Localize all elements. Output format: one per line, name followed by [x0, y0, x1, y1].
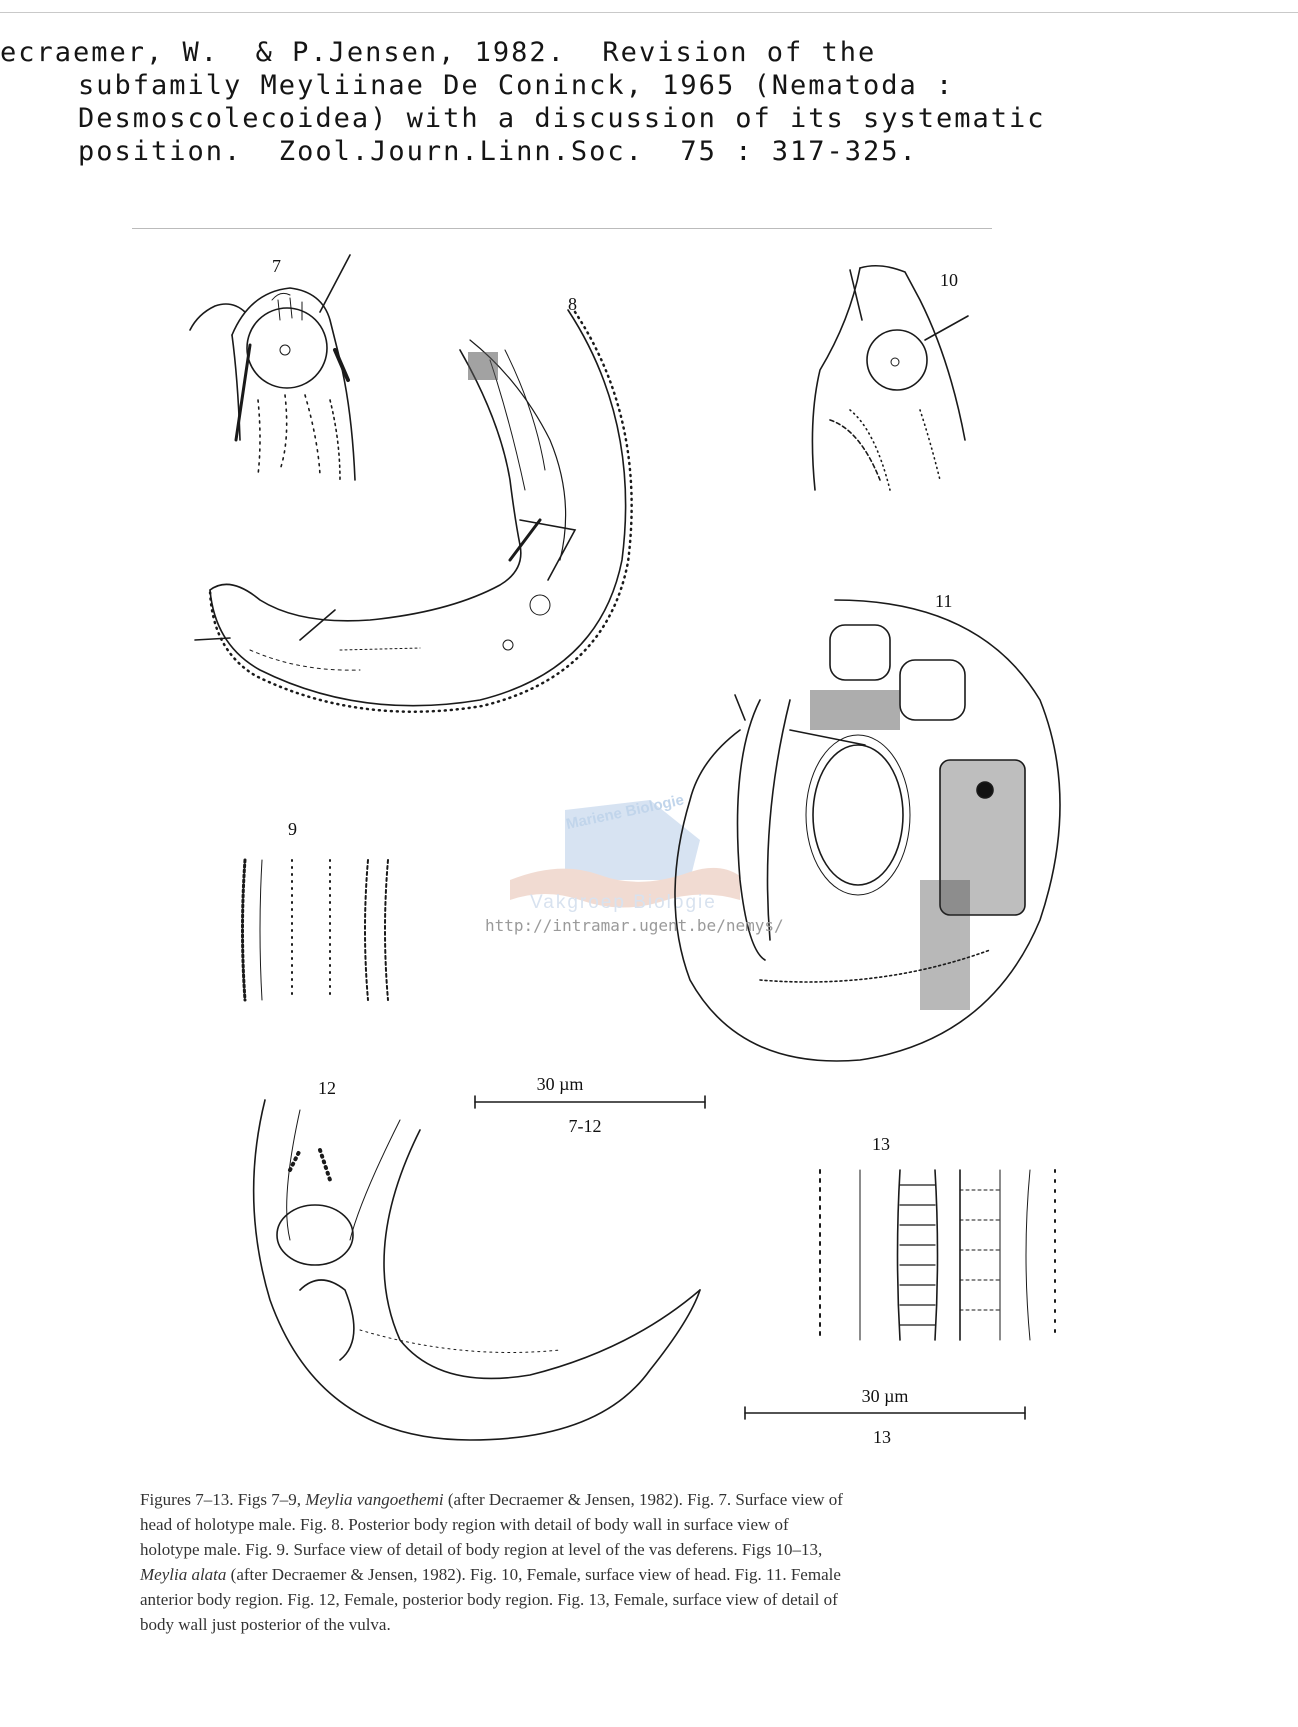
- figure-label-12: 12: [318, 1078, 336, 1098]
- figure-label-8: 8: [568, 294, 577, 314]
- reference-line-2: subfamily Meyliinae De Coninck, 1965 (Nematoda :: [78, 70, 955, 101]
- watermark-logo: [510, 791, 740, 913]
- figure-7-head: [190, 255, 355, 480]
- figure-label-11: 11: [935, 591, 953, 611]
- caption-line-1a: Figures 7–13. Figs 7–9,: [140, 1490, 306, 1509]
- watermark-url: http://intramar.ugent.be/nemys/: [485, 916, 784, 935]
- caption-line-5: anterior body region. Fig. 12, Female, posterior body region. Fig. 13, Female, surface view of detail of: [140, 1590, 838, 1609]
- reference-line-4: position. Zool.Journ.Linn.Soc. 75 : 317-325.: [78, 136, 918, 167]
- scale-bar-2-range: 13: [873, 1427, 891, 1447]
- caption-species-2: Meylia alata: [140, 1565, 227, 1584]
- caption-species-1: Meylia vangoethemi: [305, 1490, 444, 1509]
- figure-12-female-posterior: [254, 1100, 700, 1440]
- caption-line-1c: (after Decraemer & Jensen, 1982). Fig. 7. Surface view of: [443, 1490, 843, 1509]
- page-separator: [132, 228, 992, 229]
- figure-plate: [0, 230, 1298, 1480]
- watermark-text-1: Mariene Biologie: [564, 791, 686, 834]
- caption-line-6: body wall just posterior of the vulva.: [140, 1615, 391, 1634]
- scale-bar-2-value: 30 µm: [861, 1386, 909, 1406]
- figure-caption: [140, 1487, 1080, 1637]
- reference-line-1: ecraemer, W. & P.Jensen, 1982. Revision of the: [0, 37, 877, 68]
- scale-bar-1-value: 30 µm: [536, 1074, 584, 1094]
- scan-top-line: [0, 12, 1298, 13]
- reference-line-3: Desmoscolecoidea) with a discussion of its systematic: [78, 103, 1046, 134]
- figure-8-male-posterior: [195, 310, 632, 712]
- scale-bar-7-12: [475, 1096, 705, 1108]
- figure-11-female-anterior: [675, 600, 1060, 1061]
- watermark-text-2: Vakgroep Biologie: [530, 892, 717, 913]
- bibliographic-reference: [0, 36, 1298, 168]
- figure-label-7: 7: [272, 256, 281, 276]
- figure-label-10: 10: [940, 270, 958, 290]
- figure-label-13: 13: [872, 1134, 890, 1154]
- caption-line-2: head of holotype male. Fig. 8. Posterior body region with detail of body wall in surface view of: [140, 1515, 789, 1534]
- figure-label-9: 9: [288, 819, 297, 839]
- scale-bar-1-range: 7-12: [568, 1116, 602, 1136]
- caption-line-3: holotype male. Fig. 9. Surface view of detail of body region at level of the vas deferens. Figs 10–13,: [140, 1540, 823, 1559]
- scale-bar-13: [745, 1407, 1025, 1419]
- figure-9-body-wall: [243, 860, 389, 1000]
- figure-13-body-wall: [820, 1170, 1055, 1340]
- figure-10-female-head: [812, 266, 968, 490]
- caption-line-4b: (after Decraemer & Jensen, 1982). Fig. 10, Female, surface view of head. Fig. 11. Female: [226, 1565, 841, 1584]
